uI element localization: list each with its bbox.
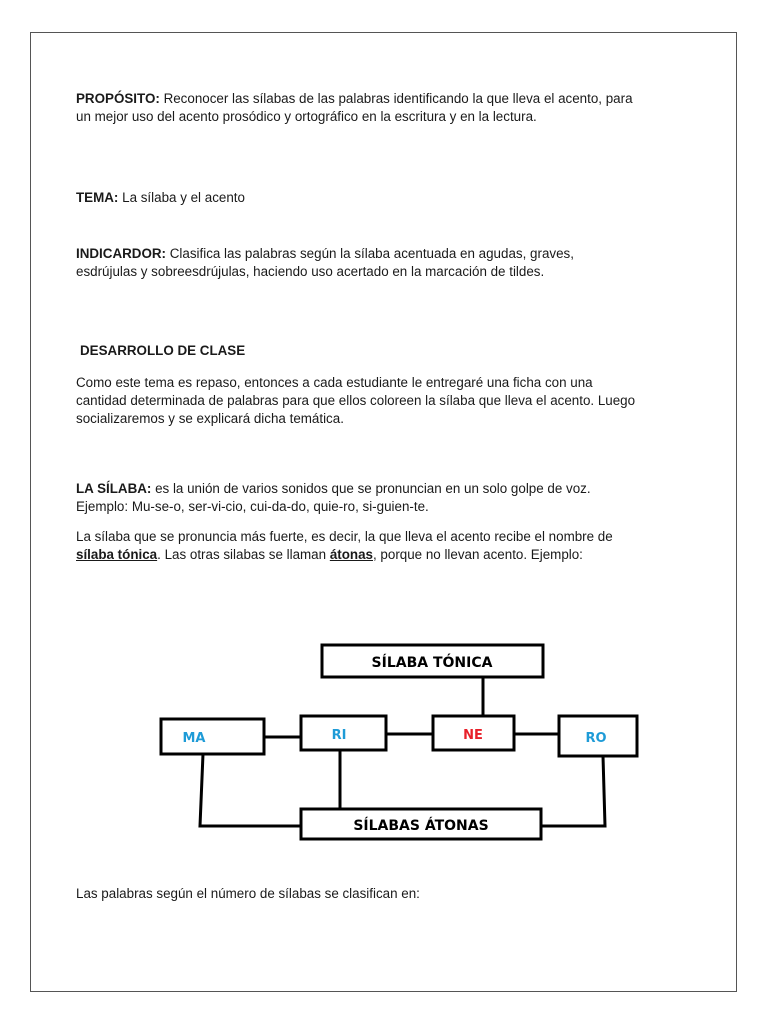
proposito-text: Reconocer las sílabas de las palabras identificando la que lleva el acento, para un mejor uso del acento prosódico y ortográfico en la escritura y en la lectura. — [76, 91, 633, 124]
silaba-tonica-term: sílaba tónica — [76, 547, 158, 562]
tonica-text-3: , porque no llevan acento. Ejemplo: — [372, 547, 583, 562]
syllable-box-ma — [161, 719, 264, 754]
syllable-ri: RI — [331, 728, 347, 743]
indicador-text: Clasifica las palabras según la sílaba acentuada en agudas, graves, esdrújulas y sobreesdrújulas, haciendo uso acertado en la marcación de tildes. — [76, 246, 574, 279]
clasificacion-text: Las palabras según el número de sílabas se clasifican en: — [76, 886, 420, 901]
tema-text: La sílaba y el acento — [118, 190, 245, 205]
silaba-text: es la unión de varios sonidos que se pronuncian en un solo golpe de voz. Ejemplo: Mu-se-o, ser-vi-cio, cui-da-do, quie-ro, si-guien-te. — [76, 481, 591, 514]
indicador-label: INDICARDOR: — [76, 246, 167, 261]
atonas-term: átonas — [329, 547, 373, 562]
silaba-label: LA SÍLABA: — [76, 481, 152, 496]
silaba-tonica-label: SÍLABA TÓNICA — [371, 655, 493, 671]
syllable-ne: NE — [463, 728, 483, 743]
proposito-label: PROPÓSITO: — [76, 91, 160, 106]
silabas-atonas-label: SÍLABAS ÁTONAS — [353, 818, 489, 834]
tonica-text-2: . Las otras silabas se llaman — [157, 547, 330, 562]
connector-ma-atonas — [200, 754, 301, 826]
tonica-text-1: La sílaba que se pronuncia más fuerte, es decir, la que lleva el acento recibe el nombre de — [76, 529, 613, 544]
desarrollo-text: Como este tema es repaso, entonces a cada estudiante le entregaré una ficha con una cantidad determinada de palabras para que ellos coloreen la sílaba que lleva el acento. Luego socializaremos y se explicará dicha temática. — [76, 375, 636, 426]
syllable-ro: RO — [585, 731, 607, 746]
tema-label: TEMA: — [76, 190, 119, 205]
desarrollo-heading: DESARROLLO DE CLASE — [80, 343, 246, 358]
diagram-boxes — [161, 645, 637, 839]
syllable-ma: MA — [182, 731, 206, 746]
connector-ro-atonas — [541, 756, 605, 826]
